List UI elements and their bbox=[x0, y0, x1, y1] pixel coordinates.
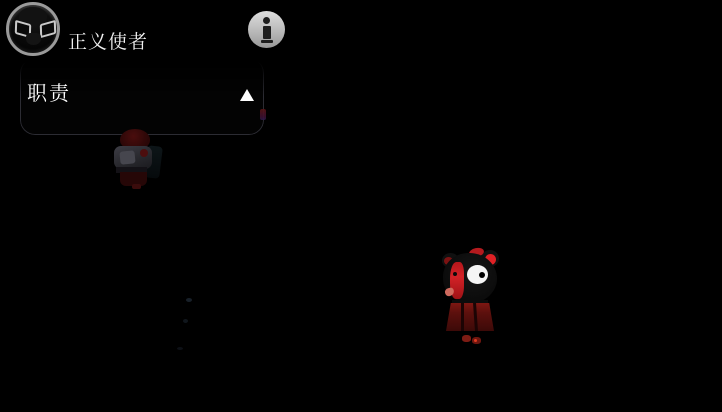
character-dim-armored-hero[interactable] bbox=[112, 129, 164, 191]
role-title: 正义使者 bbox=[68, 32, 149, 53]
bear-eye bbox=[467, 265, 488, 284]
bear-pupil bbox=[479, 272, 485, 278]
info-icon bbox=[263, 17, 270, 24]
role-avatar-icon bbox=[6, 2, 60, 56]
duty-panel-label: 职责 bbox=[27, 83, 71, 105]
collapse-triangle-icon[interactable] bbox=[240, 89, 254, 101]
background-speck bbox=[183, 319, 188, 323]
avatar-muzzle-shape bbox=[26, 33, 41, 45]
bear-left-foot bbox=[462, 335, 471, 342]
character-black-bear[interactable] bbox=[438, 246, 502, 348]
bear-red-skirt bbox=[446, 303, 494, 331]
hero-emblem bbox=[140, 149, 148, 157]
bear-small-eye-dot bbox=[453, 272, 457, 276]
background-speck bbox=[186, 298, 192, 302]
info-button[interactable] bbox=[248, 11, 285, 48]
panel-edge-red-mark bbox=[260, 109, 266, 120]
background-speck bbox=[177, 347, 183, 350]
avatar-right-eye-icon bbox=[40, 20, 56, 38]
